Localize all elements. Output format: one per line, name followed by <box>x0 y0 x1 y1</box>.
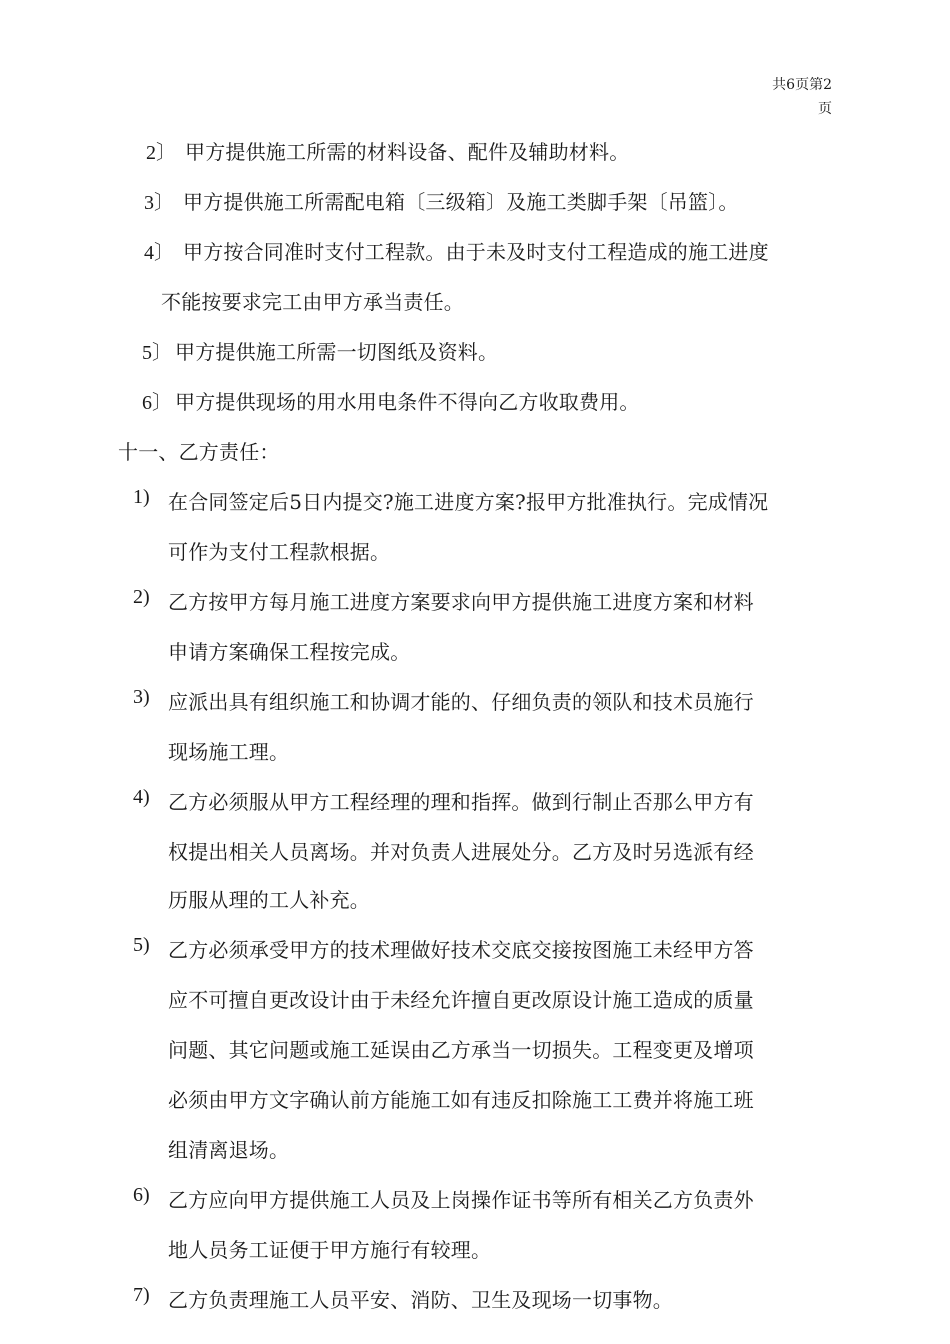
item-marker: 6〕 <box>142 392 172 414</box>
item-text: 问题、其它问题或施工延误由乙方承当一切损失。工程变更及增项 <box>168 1038 754 1062</box>
item-marker: 7) <box>133 1284 150 1306</box>
item-marker: 5〕 <box>142 342 172 364</box>
item-text: 甲方提供现场的用水用电条件不得向乙方收取费用。 <box>175 390 640 414</box>
page-info-line1: 共6页第2 <box>772 77 832 93</box>
page-header <box>752 73 832 121</box>
item-text: 地人员务工证便于甲方施行有较理。 <box>168 1238 492 1262</box>
item-text: 乙方按甲方每月施工进度方案要求向甲方提供施工进度方案和材料 <box>168 590 754 614</box>
item-marker: 2〕 <box>146 142 176 164</box>
item-text: 不能按要求完工由甲方承当责任。 <box>161 290 464 314</box>
item-text: 甲方提供施工所需一切图纸及资料。 <box>175 340 499 364</box>
item-text: 现场施工理。 <box>168 740 290 764</box>
item-text: 乙方必须承受甲方的技术理做好技术交底交接按图施工未经甲方答 <box>168 938 754 962</box>
item-marker: 3) <box>133 686 150 708</box>
item-text: 应不可擅自更改设计由于未经允许擅自更改原设计施工造成的质量 <box>168 988 754 1012</box>
item-text: 在合同签定后5日内提交?施工进度方案?报甲方批准执行。完成情况 <box>168 490 769 514</box>
item-text: 甲方提供施工所需配电箱〔三级箱〕及施工类脚手架〔吊篮〕。 <box>183 190 739 214</box>
item-text: 甲方按合同准时支付工程款。由于未及时支付工程造成的施工进度 <box>183 240 769 264</box>
item-marker: 6) <box>133 1184 150 1206</box>
item-text: 权提出相关人员离场。并对负责人进展处分。乙方及时另选派有经 <box>168 840 754 864</box>
item-marker: 1) <box>133 486 150 508</box>
item-marker: 3〕 <box>144 192 174 214</box>
item-text: 乙方应向甲方提供施工人员及上岗操作证书等所有相关乙方负责外 <box>168 1188 754 1212</box>
item-text: 甲方提供施工所需的材料设备、配件及辅助材料。 <box>185 140 630 164</box>
item-text: 可作为支付工程款根据。 <box>168 540 391 564</box>
item-text: 申请方案确保工程按完成。 <box>168 640 411 664</box>
item-marker: 4〕 <box>144 242 174 264</box>
item-marker: 4) <box>133 786 150 808</box>
item-text: 必须由甲方文字确认前方能施工如有违反扣除施工工费并将施工班 <box>168 1088 754 1112</box>
item-text: 历服从理的工人补充。 <box>168 888 370 912</box>
item-text: 乙方负责理施工人员平安、消防、卫生及现场一切事物。 <box>168 1288 673 1312</box>
item-text: 组清离退场。 <box>168 1138 290 1162</box>
item-marker: 5) <box>133 934 150 956</box>
page-info-line2: 页 <box>818 101 832 117</box>
item-text: 应派出具有组织施工和协调才能的、仔细负责的领队和技术员施行 <box>168 690 754 714</box>
item-text: 乙方必须服从甲方工程经理的理和指挥。做到行制止否那么甲方有 <box>168 790 754 814</box>
item-marker: 2) <box>133 586 150 608</box>
section-heading: 十一、乙方责任： <box>118 440 280 464</box>
